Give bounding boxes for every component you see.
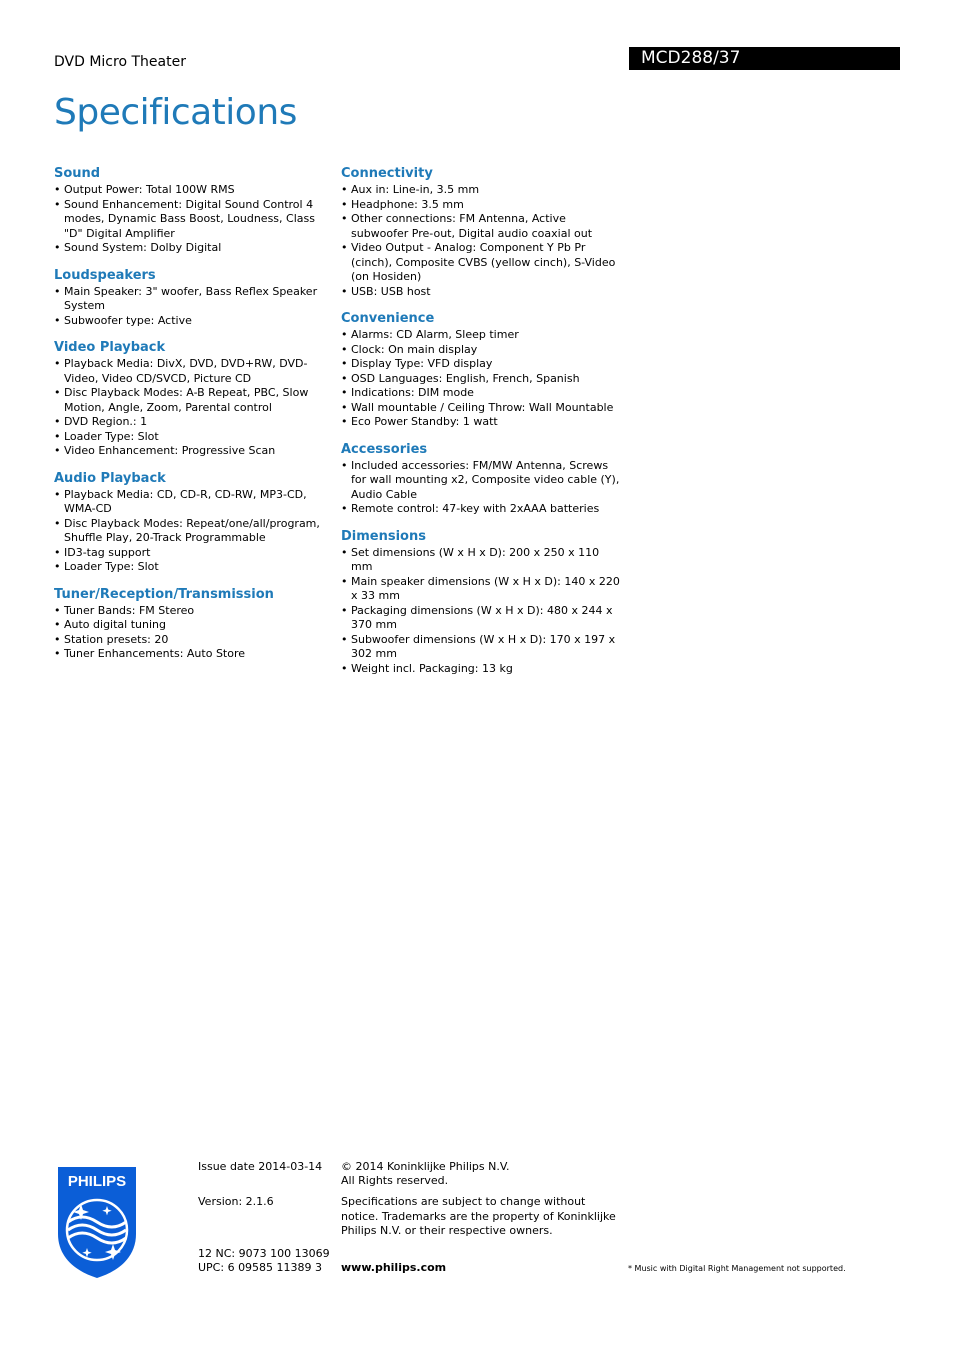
spec-item: • Sound Enhancement: Digital Sound Control 4 modes, Dynamic Bass Boost, Loudness, Class "D" Digital Amplifier	[54, 198, 326, 242]
spec-section	[341, 166, 621, 299]
spec-item: • Included accessories: FM/MW Antenna, Screws for wall mounting x2, Composite video cable (Y), Audio Cable	[341, 459, 621, 503]
section-title: Accessories	[341, 441, 428, 457]
spec-item: • Playback Media: CD, CD-R, CD-RW, MP3-CD, WMA-CD	[54, 488, 326, 517]
spec-item: • Output Power: Total 100W RMS	[54, 183, 326, 198]
spec-item: • Playback Media: DivX, DVD, DVD+RW, DVD-Video, Video CD/SVCD, Picture CD	[54, 357, 326, 386]
spec-item: • Main speaker dimensions (W x H x D): 140 x 220 x 33 mm	[341, 575, 621, 604]
spec-list	[54, 488, 326, 575]
spec-item: • Wall mountable / Ceiling Throw: Wall Mountable	[341, 401, 621, 416]
spec-list	[54, 183, 326, 256]
spec-item: • Indications: DIM mode	[341, 386, 621, 401]
spec-item: • Auto digital tuning	[54, 618, 326, 633]
section-title: Tuner/Reception/Transmission	[54, 586, 274, 602]
spec-list	[341, 183, 621, 299]
philips-shield-logo	[54, 1164, 140, 1279]
spec-item: • Eco Power Standby: 1 watt	[341, 415, 621, 430]
section-title: Sound	[54, 166, 101, 181]
spec-section	[341, 529, 621, 677]
spec-list	[341, 546, 621, 677]
spec-item: • Video Output - Analog: Component Y Pb Pr (cinch), Composite CVBS (yellow cinch), S-Video (on Hosiden)	[341, 241, 621, 285]
spec-item: • Alarms: CD Alarm, Sleep timer	[341, 328, 621, 343]
spec-item: • Aux in: Line-in, 3.5 mm	[341, 183, 621, 198]
issue-date: Issue date 2014-03-14	[198, 1160, 323, 1173]
spec-item: • Subwoofer type: Active	[54, 314, 326, 329]
product-type: DVD Micro Theater	[54, 54, 186, 70]
spec-list	[54, 285, 326, 329]
spec-section	[54, 340, 326, 459]
spec-item: • Loader Type: Slot	[54, 560, 326, 575]
upc-number: UPC: 6 09585 11389 3	[198, 1261, 323, 1274]
spec-section	[54, 268, 326, 329]
website-link[interactable]: www.philips.com	[341, 1261, 447, 1274]
model-number-bar: MCD288/37	[629, 47, 900, 70]
spec-item: • Tuner Bands: FM Stereo	[54, 604, 326, 619]
version: Version: 2.1.6	[198, 1195, 274, 1208]
spec-item: • Display Type: VFD display	[341, 357, 621, 372]
spec-list	[54, 357, 326, 459]
spec-item: • Loader Type: Slot	[54, 430, 326, 445]
spec-section	[341, 311, 621, 430]
trademark-notice: Specifications are subject to change without notice. Trademarks are the property of Koninklijke Philips N.V. or their respective owners.	[341, 1195, 616, 1237]
section-title: Connectivity	[341, 166, 433, 181]
spec-item: • Video Enhancement: Progressive Scan	[54, 444, 326, 459]
spec-item: • Disc Playback Modes: Repeat/one/all/program, Shuffle Play, 20-Track Programmable	[54, 517, 326, 546]
spec-section	[341, 442, 621, 517]
spec-item: • Tuner Enhancements: Auto Store	[54, 647, 326, 662]
copyright: © 2014 Koninklijke Philips N.V.	[341, 1160, 510, 1173]
spec-item: • Packaging dimensions (W x H x D): 480 x 244 x 370 mm	[341, 604, 621, 633]
rights-reserved: All Rights reserved.	[341, 1174, 449, 1187]
left-spec-column	[54, 166, 326, 674]
spec-item: • ID3-tag support	[54, 546, 326, 561]
spec-item: • Other connections: FM Antenna, Active subwoofer Pre-out, Digital audio coaxial out	[341, 212, 621, 241]
spec-section	[54, 166, 326, 256]
spec-item: • DVD Region.: 1	[54, 415, 326, 430]
spec-item: • Station presets: 20	[54, 633, 326, 648]
spec-section	[54, 587, 326, 662]
spec-item: • Sound System: Dolby Digital	[54, 241, 326, 256]
section-title: Dimensions	[341, 528, 426, 544]
spec-item: • Main Speaker: 3" woofer, Bass Reflex Speaker System	[54, 285, 326, 314]
spec-section	[54, 471, 326, 575]
spec-item: • Clock: On main display	[341, 343, 621, 358]
spec-item: • Subwoofer dimensions (W x H x D): 170 x 197 x 302 mm	[341, 633, 621, 662]
spec-item: • OSD Languages: English, French, Spanish	[341, 372, 621, 387]
spec-list	[54, 604, 326, 662]
right-spec-column	[341, 166, 621, 688]
page-title: Specifications	[54, 92, 297, 133]
section-title: Audio Playback	[54, 470, 166, 486]
drm-disclaimer: * Music with Digital Right Management not supported.	[628, 1264, 846, 1273]
spec-item: • Headphone: 3.5 mm	[341, 198, 621, 213]
section-title: Video Playback	[54, 340, 166, 355]
spec-item: • Set dimensions (W x H x D): 200 x 250 x 110 mm	[341, 546, 621, 575]
section-title: Loudspeakers	[54, 267, 156, 283]
spec-list	[341, 459, 621, 517]
philips-logo-text: PHILIPS	[67, 1173, 127, 1190]
spec-item: • Remote control: 47-key with 2xAAA batteries	[341, 502, 621, 517]
spec-list	[341, 328, 621, 430]
spec-item: • Disc Playback Modes: A-B Repeat, PBC, Slow Motion, Angle, Zoom, Parental control	[54, 386, 326, 415]
spec-item: • USB: USB host	[341, 285, 621, 300]
nc-number: 12 NC: 9073 100 13069	[198, 1247, 330, 1260]
section-title: Convenience	[341, 311, 435, 326]
spec-item: • Weight incl. Packaging: 13 kg	[341, 662, 621, 677]
